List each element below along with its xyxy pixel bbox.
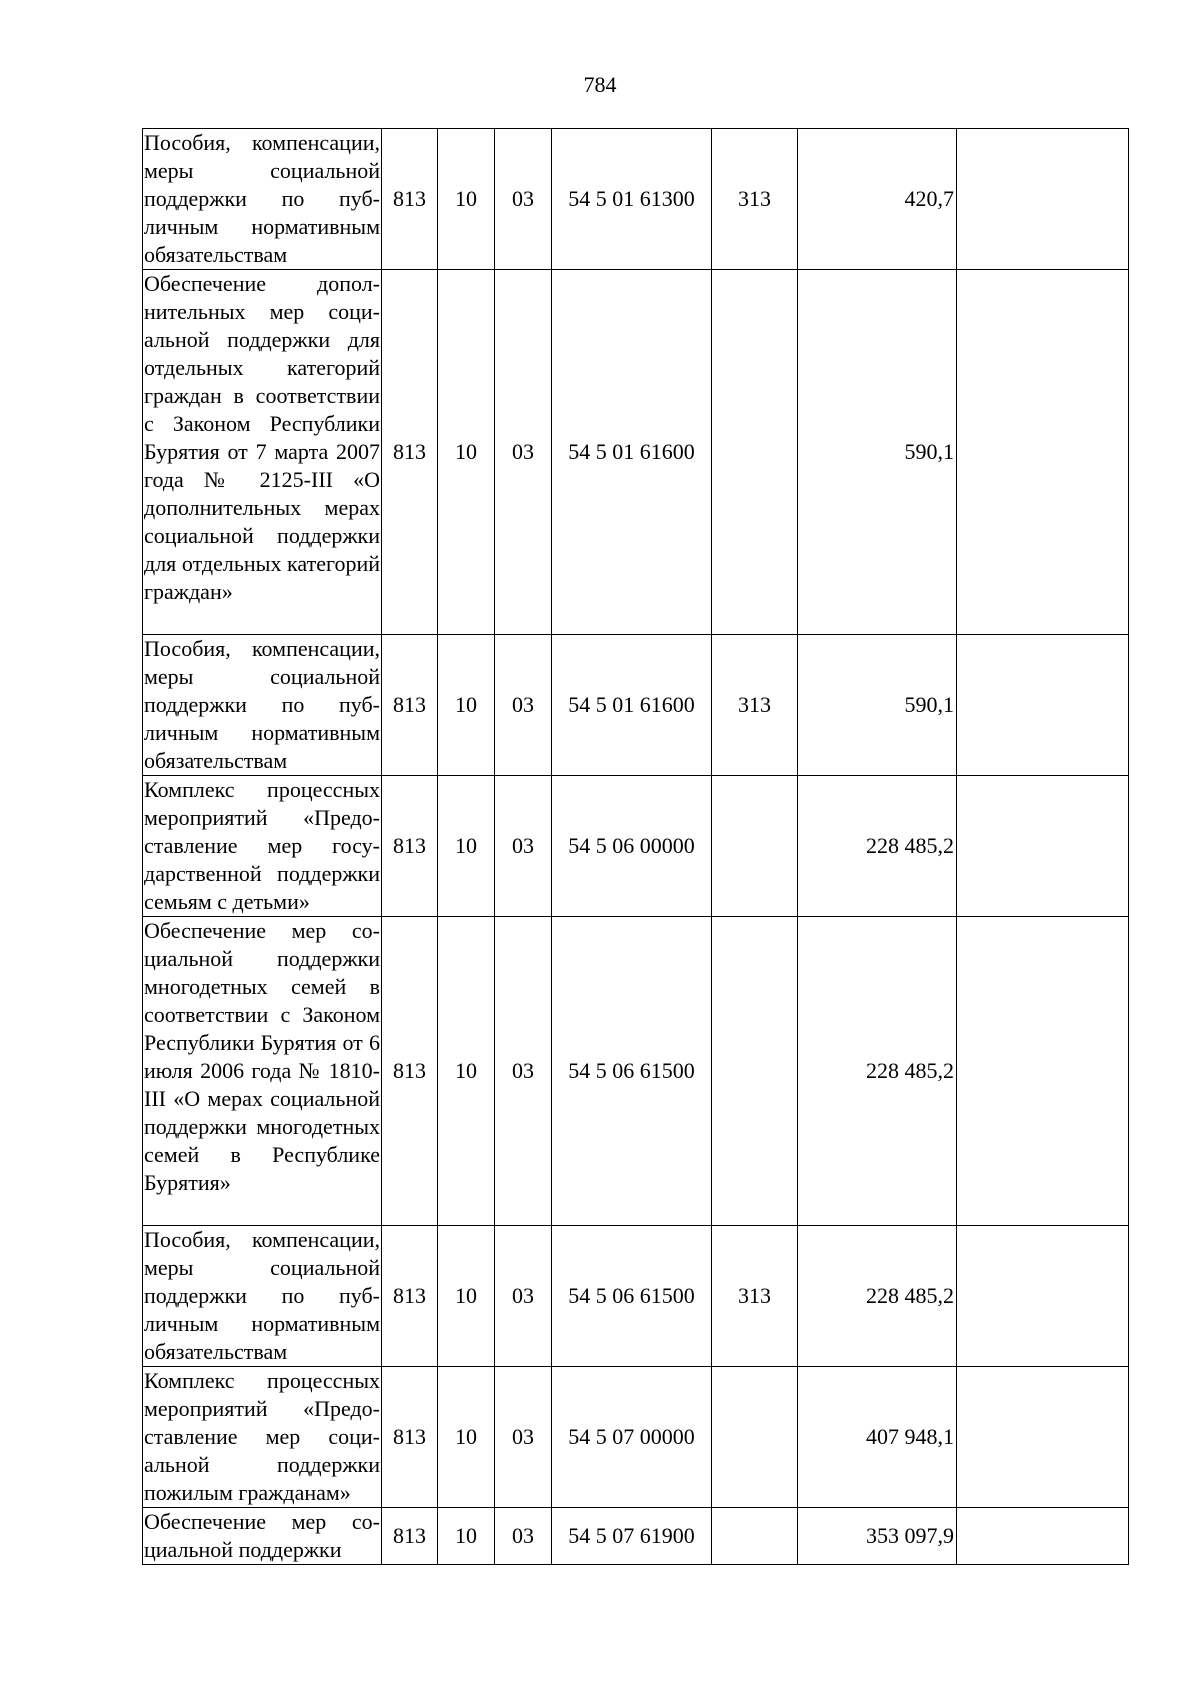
row-name-cell: Пособия, компенсации, меры социальной поддержки по публичным нормативным обязательствам <box>143 1226 382 1367</box>
table-row <box>143 270 1129 635</box>
budget-table <box>142 128 1129 1565</box>
amount-cell: 590,1 <box>798 270 957 635</box>
extra-amount-cell <box>957 776 1129 917</box>
section-code-cell: 10 <box>438 635 495 776</box>
extra-amount-cell <box>957 635 1129 776</box>
ministry-code-cell: 813 <box>382 917 438 1226</box>
target-article-cell: 54 5 07 61900 <box>552 1508 712 1565</box>
target-article-cell: 54 5 06 61500 <box>552 917 712 1226</box>
subsection-code-cell: 03 <box>495 1226 552 1367</box>
ministry-code-cell: 813 <box>382 129 438 270</box>
table-row <box>143 1367 1129 1508</box>
section-code-cell: 10 <box>438 129 495 270</box>
row-name-cell: Обеспечение мер социальной поддержки многодетных семей в соответствии с Законом Республики Бурятия от 6 июля 2006 года № 1810-III «О мерах социальной поддержки многодетных семей в Республике Бурятия» <box>143 917 382 1226</box>
subsection-code-cell: 03 <box>495 776 552 917</box>
expense-type-cell: 313 <box>712 1226 798 1367</box>
subsection-code-cell: 03 <box>495 270 552 635</box>
amount-cell: 590,1 <box>798 635 957 776</box>
expense-type-cell <box>712 270 798 635</box>
amount-cell: 228 485,2 <box>798 917 957 1226</box>
ministry-code-cell: 813 <box>382 1226 438 1367</box>
expense-type-cell: 313 <box>712 129 798 270</box>
row-name-cell: Обеспечение дополнительных мер социальной поддержки для отдельных категорий граждан в соответствии с Законом Республики Бурятия от 7 марта 2007 года № 2125-III «О дополнительных мерах социальной поддержки для отдельных категорий граждан» <box>143 270 382 635</box>
amount-cell: 228 485,2 <box>798 1226 957 1367</box>
subsection-code-cell: 03 <box>495 635 552 776</box>
section-code-cell: 10 <box>438 1508 495 1565</box>
extra-amount-cell <box>957 1367 1129 1508</box>
expense-type-cell <box>712 776 798 917</box>
section-code-cell: 10 <box>438 270 495 635</box>
amount-cell: 228 485,2 <box>798 776 957 917</box>
page-number: 784 <box>583 72 617 97</box>
subsection-code-cell: 03 <box>495 129 552 270</box>
target-article-cell: 54 5 06 61500 <box>552 1226 712 1367</box>
subsection-code-cell: 03 <box>495 1367 552 1508</box>
target-article-cell: 54 5 01 61600 <box>552 635 712 776</box>
table-row <box>143 1226 1129 1367</box>
target-article-cell: 54 5 07 00000 <box>552 1367 712 1508</box>
row-name-cell: Пособия, компенсации, меры социальной поддержки по публичным нормативным обязательствам <box>143 635 382 776</box>
ministry-code-cell: 813 <box>382 635 438 776</box>
subsection-code-cell: 03 <box>495 917 552 1226</box>
extra-amount-cell <box>957 270 1129 635</box>
extra-amount-cell <box>957 129 1129 270</box>
extra-amount-cell <box>957 1508 1129 1565</box>
target-article-cell: 54 5 01 61600 <box>552 270 712 635</box>
ministry-code-cell: 813 <box>382 1508 438 1565</box>
expense-type-cell <box>712 1508 798 1565</box>
target-article-cell: 54 5 01 61300 <box>552 129 712 270</box>
row-name-cell: Комплекс процессных мероприятий «Предоставление мер социальной поддержки пожилым гражданам» <box>143 1367 382 1508</box>
section-code-cell: 10 <box>438 917 495 1226</box>
section-code-cell: 10 <box>438 1367 495 1508</box>
extra-amount-cell <box>957 917 1129 1226</box>
table-row <box>143 129 1129 270</box>
row-name-cell: Пособия, компенсации, меры социальной поддержки по публичным нормативным обязательствам <box>143 129 382 270</box>
expense-type-cell: 313 <box>712 635 798 776</box>
extra-amount-cell <box>957 1226 1129 1367</box>
expense-type-cell <box>712 917 798 1226</box>
amount-cell: 353 097,9 <box>798 1508 957 1565</box>
section-code-cell: 10 <box>438 1226 495 1367</box>
subsection-code-cell: 03 <box>495 1508 552 1565</box>
ministry-code-cell: 813 <box>382 1367 438 1508</box>
ministry-code-cell: 813 <box>382 270 438 635</box>
row-name-cell: Обеспечение мер социальной поддержки <box>143 1508 382 1565</box>
ministry-code-cell: 813 <box>382 776 438 917</box>
row-name-cell: Комплекс процессных мероприятий «Предоставление мер государственной поддержки семьям с детьми» <box>143 776 382 917</box>
expense-type-cell <box>712 1367 798 1508</box>
table-row <box>143 635 1129 776</box>
table-row <box>143 1508 1129 1565</box>
target-article-cell: 54 5 06 00000 <box>552 776 712 917</box>
amount-cell: 420,7 <box>798 129 957 270</box>
table-row <box>143 776 1129 917</box>
section-code-cell: 10 <box>438 776 495 917</box>
table-row <box>143 917 1129 1226</box>
amount-cell: 407 948,1 <box>798 1367 957 1508</box>
